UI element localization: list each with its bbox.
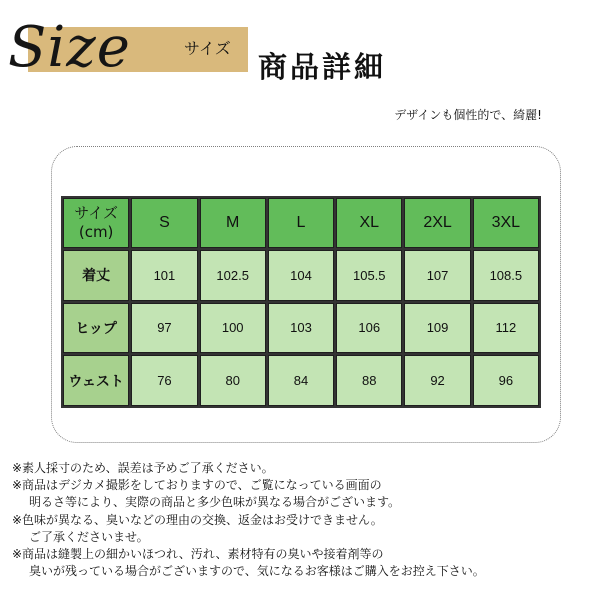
- note-line: 臭いが残っている場合がございますので、気になるお客様はご購入をお控え下さい。: [29, 564, 485, 579]
- table-cell: 105.5: [336, 250, 402, 301]
- table-cell: 109: [404, 303, 470, 354]
- size-kana-label: サイズ: [184, 39, 231, 58]
- row-label-waist: ウェスト: [63, 355, 129, 406]
- note-line: 明るさ等により、実際の商品と多少色味が異なる場合がございます。: [29, 495, 401, 510]
- table-cell: 104: [268, 250, 334, 301]
- size-table: [61, 196, 541, 408]
- column-header-3xl: 3XL: [473, 198, 539, 248]
- row-label-hip: ヒップ: [63, 303, 129, 354]
- note-line: ご了承くださいませ。: [29, 529, 149, 544]
- column-header-s: S: [131, 198, 197, 248]
- notes-list: [12, 460, 592, 580]
- table-cell: 112: [473, 303, 539, 354]
- note-line: ※商品はデジカメ撮影をしておりますので、ご覧になっている画面の: [12, 478, 382, 493]
- table-cell: 102.5: [200, 250, 266, 301]
- note-line: ※素人採寸のため、誤差は予めご了承ください。: [12, 461, 274, 475]
- column-header-2xl: 2XL: [404, 198, 470, 248]
- size-heading: Size: [8, 15, 131, 80]
- note-line: ※商品は縫製上の細かいほつれ、汚れ、素材特有の臭いや接着剤等の: [12, 547, 384, 562]
- table-cell: 88: [336, 355, 402, 406]
- table-cell: 108.5: [473, 250, 539, 301]
- table-cell: 97: [131, 303, 197, 354]
- table-header-row: [63, 198, 539, 248]
- corner-label-line1: サイズ: [74, 204, 119, 223]
- column-header-xl: XL: [336, 198, 402, 248]
- table-row: [63, 303, 539, 354]
- table-cell: 84: [268, 355, 334, 406]
- table-cell: 100: [200, 303, 266, 354]
- table-row: [63, 355, 539, 406]
- table-cell: 107: [404, 250, 470, 301]
- tagline: デザインも個性的で、綺麗!: [394, 108, 542, 122]
- table-cell: 80: [200, 355, 266, 406]
- table-cell: 106: [336, 303, 402, 354]
- table-cell: 101: [131, 250, 197, 301]
- table-cell: 76: [131, 355, 197, 406]
- table-cell: 92: [404, 355, 470, 406]
- row-label-length: 着丈: [63, 250, 129, 301]
- corner-label-line2: (cm): [78, 223, 114, 241]
- page-title: 商品詳細: [258, 50, 387, 84]
- table-cell: 96: [473, 355, 539, 406]
- table-cell: 103: [268, 303, 334, 354]
- table-row: [63, 250, 539, 301]
- column-header-m: M: [200, 198, 266, 248]
- table-corner-label: [63, 198, 129, 248]
- note-line: ※色味が異なる、臭いなどの理由の交換、返金はお受けできません。: [12, 512, 383, 527]
- column-header-l: L: [268, 198, 334, 248]
